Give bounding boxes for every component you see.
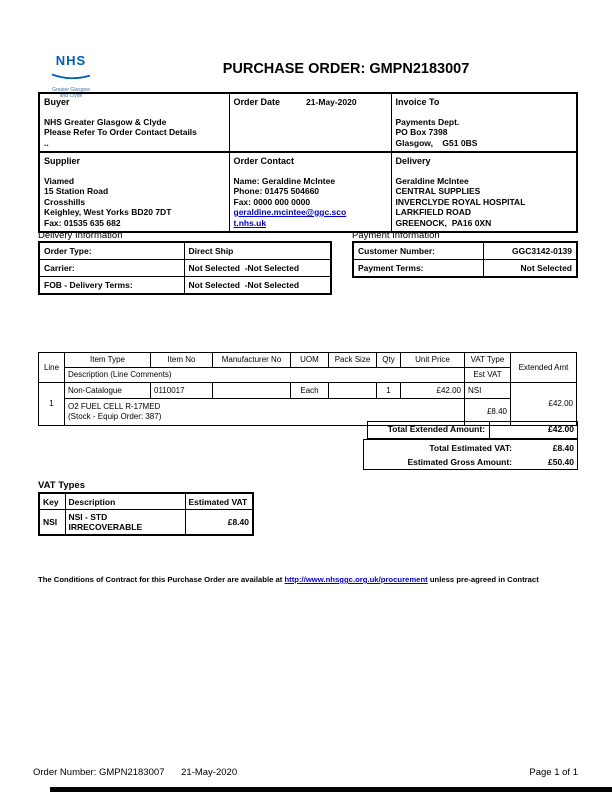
table-row	[39, 277, 331, 295]
item-line-number: 1	[39, 383, 65, 426]
col-header-unit-price: Unit Price	[401, 353, 465, 368]
delivery-line: GREENOCK, PA16 0XN	[395, 217, 492, 228]
estimated-gross-amount-value: £50.40	[548, 456, 574, 467]
table-row	[39, 242, 331, 260]
vat-types-row	[39, 510, 253, 536]
order-header-table	[38, 92, 578, 233]
delivery-line: Geraldine McIntee	[395, 175, 469, 186]
item-uom: Each	[291, 383, 329, 399]
vat-estimated-value: £8.40	[185, 510, 253, 536]
order-contact-phone: Phone: 01475 504660	[233, 186, 320, 196]
items-header-row-2	[39, 368, 577, 383]
nhs-logo-text: NHS	[55, 53, 87, 68]
vat-types-header-row	[39, 493, 253, 510]
order-type-value: Direct Ship	[184, 242, 331, 260]
total-estimated-vat-row	[364, 441, 577, 455]
carrier-value: Not Selected -Not Selected	[184, 260, 331, 277]
col-header-vat-type: VAT Type	[465, 353, 511, 368]
procurement-link[interactable]: http://www.nhsggc.org.uk/procurement	[284, 575, 428, 584]
table-row	[353, 242, 577, 260]
total-estimated-vat-value: £8.40	[552, 442, 574, 453]
vat-estimated-header: Estimated VAT	[185, 493, 253, 510]
item-description: O2 FUEL CELL R-17MED (Stock - Equip Order: 387)	[65, 399, 465, 426]
col-header-pack-size: Pack Size	[329, 353, 377, 368]
total-extended-amount-label: Total Extended Amount:	[368, 422, 490, 438]
footer-order-number: Order Number: GMPN2183007	[33, 767, 165, 778]
invoice-to-line: Glasgow, G51 0BS	[395, 137, 478, 148]
order-contact-fax: Fax: 0000 000 0000	[233, 196, 311, 207]
supplier-line: Viamed	[44, 175, 75, 186]
order-date-value: 21-May-2020	[306, 97, 357, 107]
order-contact-cell	[229, 152, 391, 232]
supplier-line: Crosshills	[44, 196, 86, 207]
supplier-line: 15 Station Road	[44, 186, 109, 196]
item-manufacturer-no	[213, 383, 291, 399]
page-footer	[33, 767, 578, 778]
col-header-est-vat: Est VAT	[465, 368, 511, 383]
order-date-cell	[229, 93, 391, 152]
vat-description-header: Description	[65, 493, 185, 510]
total-extended-amount-value: £42.00	[548, 424, 574, 434]
col-header-item-no: Item No	[151, 353, 213, 368]
delivery-information-table	[38, 241, 332, 295]
col-header-description: Description (Line Comments)	[65, 368, 465, 383]
table-row	[39, 260, 331, 277]
payment-terms-value: Not Selected	[483, 260, 577, 278]
supplier-label: Supplier	[44, 156, 81, 166]
order-date-label: Order Date	[233, 97, 281, 107]
footer-date: 21-May-2020	[181, 767, 238, 778]
delivery-label: Delivery	[395, 156, 431, 166]
item-est-vat: £8.40	[465, 399, 511, 426]
total-extended-amount-row	[367, 421, 578, 439]
col-header-extended-amt: Extended Amt	[511, 353, 577, 383]
vat-types-title: VAT Types	[38, 480, 85, 491]
payment-terms-label: Payment Terms:	[353, 260, 483, 278]
delivery-line: LARKFIELD ROAD	[395, 207, 472, 217]
supplier-line: Fax: 01535 635 682	[44, 217, 121, 228]
item-unit-price: £42.00	[401, 383, 465, 399]
fob-delivery-terms-label: FOB - Delivery Terms:	[39, 277, 184, 295]
col-header-manufacturer-no: Manufacturer No	[213, 353, 291, 368]
item-row	[39, 383, 577, 399]
order-contact-label: Order Contact	[233, 156, 295, 166]
payment-information-title: Payment Information	[352, 230, 440, 241]
item-qty: 1	[377, 383, 401, 399]
table-row	[353, 260, 577, 278]
invoice-to-cell	[391, 93, 577, 152]
delivery-line: INVERCLYDE ROYAL HOSPITAL	[395, 196, 526, 207]
fob-delivery-terms-value: Not Selected -Not Selected	[184, 277, 331, 295]
item-extended-amt: £42.00	[511, 383, 577, 426]
estimated-gross-amount-label: Estimated Gross Amount:	[407, 456, 512, 467]
item-pack-size	[329, 383, 377, 399]
page-edge-bar	[50, 787, 612, 792]
delivery-line: CENTRAL SUPPLIES	[395, 186, 481, 196]
vat-types-table	[38, 492, 254, 536]
vat-key: NSI	[39, 510, 65, 536]
order-contact-email-link[interactable]: geraldine.mcintee@ggc.sco t.nhs.uk	[233, 207, 347, 228]
conditions-suffix: unless pre-agreed in Contract	[427, 575, 539, 584]
col-header-item-type: Item Type	[65, 353, 151, 368]
customer-number-value: GGC3142-0139	[483, 242, 577, 260]
buyer-cell	[39, 93, 229, 152]
conditions-of-contract	[38, 575, 578, 584]
col-header-line: Line	[39, 353, 65, 383]
items-header-row-1	[39, 353, 577, 368]
buyer-label: Buyer	[44, 97, 70, 107]
supplier-line: Keighley, West Yorks BD20 7DT	[44, 207, 172, 217]
page-title: PURCHASE ORDER: GMPN2183007	[222, 61, 470, 77]
invoice-to-line: Payments Dept.	[395, 116, 460, 127]
item-type: Non-Catalogue	[65, 383, 151, 399]
footer-page-number: Page 1 of 1	[529, 767, 578, 778]
totals-summary-box	[363, 439, 578, 470]
item-no: 0110017	[151, 383, 213, 399]
buyer-line: Please Refer To Order Contact Details	[44, 127, 197, 137]
estimated-gross-amount-row	[364, 455, 577, 469]
footer-left	[33, 767, 237, 778]
total-estimated-vat-label: Total Estimated VAT:	[429, 442, 512, 453]
buyer-line: ..	[44, 137, 49, 148]
vat-description: NSI - STD IRRECOVERABLE	[65, 510, 185, 536]
supplier-cell	[39, 152, 229, 232]
vat-key-header: Key	[39, 493, 65, 510]
order-type-label: Order Type:	[39, 242, 184, 260]
invoice-to-label: Invoice To	[395, 97, 440, 107]
conditions-prefix: The Conditions of Contract for this Purchase Order are available at	[38, 575, 285, 584]
col-header-uom: UOM	[291, 353, 329, 368]
item-vat-type: NSI	[465, 383, 511, 399]
invoice-to-line: PO Box 7398	[395, 127, 448, 137]
buyer-line: NHS Greater Glasgow & Clyde	[44, 116, 167, 127]
nhs-org-name: Greater Glasgow and Clyde	[52, 87, 90, 99]
order-lines-table	[38, 352, 577, 426]
payment-information-table	[352, 241, 578, 278]
col-header-qty: Qty	[377, 353, 401, 368]
delivery-cell	[391, 152, 577, 232]
customer-number-label: Customer Number:	[353, 242, 483, 260]
delivery-information-title: Delivery Information	[38, 230, 123, 241]
order-contact-name: Name: Geraldine McIntee	[233, 175, 336, 186]
carrier-label: Carrier:	[39, 260, 184, 277]
